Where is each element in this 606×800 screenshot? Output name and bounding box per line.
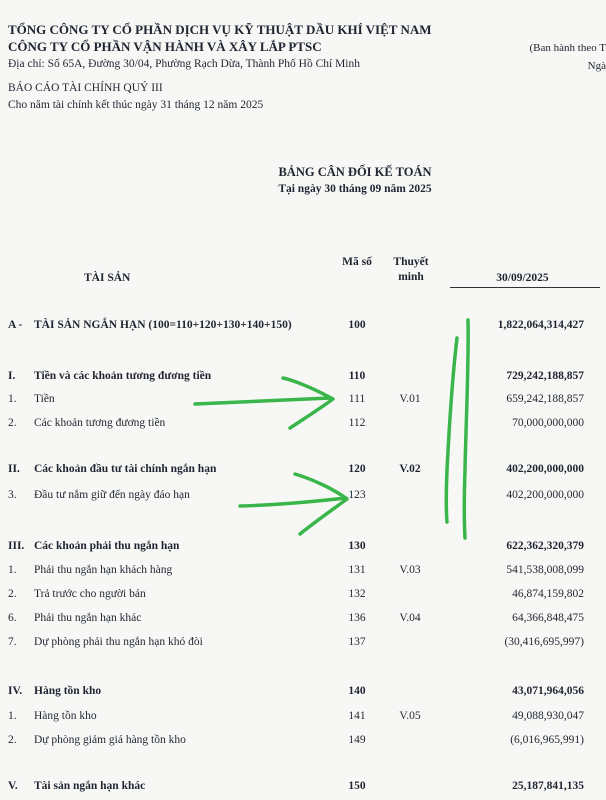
row-code: 136 xyxy=(348,612,366,624)
row-code: 137 xyxy=(348,636,366,648)
row-index: 6. xyxy=(8,612,17,624)
row-amount: 64,366,848,475 xyxy=(512,612,584,624)
row-index: 2. xyxy=(8,734,17,746)
row-index: A - xyxy=(8,319,23,331)
row-amount: 43,071,964,056 xyxy=(512,685,584,697)
row-index: 1. xyxy=(8,564,17,576)
column-header-date: 30/09/2025 xyxy=(496,272,549,284)
row-index: 2. xyxy=(8,417,17,429)
row-code: 149 xyxy=(348,734,366,746)
handwritten-arrow-1 xyxy=(195,378,333,428)
row-label: Phải thu ngắn hạn khác xyxy=(34,612,142,624)
row-index: 1. xyxy=(8,393,17,405)
row-code: 112 xyxy=(348,417,366,429)
row-index: IV. xyxy=(8,685,23,697)
handwritten-arrow-2 xyxy=(240,474,347,534)
row-label: TÀI SẢN NGẮN HẠN (100=110+120+130+140+150) xyxy=(34,319,292,331)
company-address: Địa chỉ: Số 65A, Đường 30/04, Phường Rạch Dừa, Thành Phố Hồ Chí Minh xyxy=(8,58,361,70)
corporation-name: TỔNG CÔNG TY CỔ PHẦN DỊCH VỤ KỸ THUẬT DẦU KHÍ VIỆT NAM xyxy=(8,22,432,37)
row-amount: 402,200,000,000 xyxy=(506,489,584,501)
company-name: CÔNG TY CỔ PHẦN VẬN HÀNH VÀ XÂY LẮP PTSC xyxy=(8,39,322,54)
row-index: 1. xyxy=(8,710,17,722)
column-header-assets: TÀI SẢN xyxy=(84,272,131,284)
row-index: II. xyxy=(8,463,20,475)
row-note: V.02 xyxy=(399,463,421,475)
row-label: Tiền xyxy=(34,393,55,405)
row-label: Tiền và các khoản tương đương tiền xyxy=(34,370,212,382)
row-label: Hàng tồn kho xyxy=(34,685,102,697)
row-code: 132 xyxy=(348,588,366,600)
report-name: BÁO CÁO TÀI CHÍNH QUÝ III xyxy=(8,82,163,94)
row-note: V.04 xyxy=(399,612,421,624)
row-amount: 49,088,930,047 xyxy=(512,710,584,722)
row-amount: 25,187,841,135 xyxy=(512,780,584,792)
fiscal-year: Cho năm tài chính kết thúc ngày 31 tháng 12 năm 2025 xyxy=(8,99,264,111)
row-label: Phải thu ngắn hạn khách hàng xyxy=(34,564,173,576)
row-note: V.01 xyxy=(399,393,421,405)
row-label: Dự phòng phải thu ngắn hạn khó đòi xyxy=(34,636,203,648)
row-amount: 46,874,159,802 xyxy=(512,588,584,600)
row-label: Tài sản ngắn hạn khác xyxy=(34,780,146,792)
row-label: Các khoản đầu tư tài chính ngắn hạn xyxy=(34,463,217,475)
row-label: Các khoản phải thu ngắn hạn xyxy=(34,540,180,552)
document-subtitle: Tại ngày 30 tháng 09 năm 2025 xyxy=(278,183,432,195)
row-code: 141 xyxy=(348,710,366,722)
row-amount: 70,000,000,000 xyxy=(512,417,584,429)
row-index: 2. xyxy=(8,588,17,600)
row-label: Dự phòng giảm giá hàng tồn kho xyxy=(34,734,186,746)
row-note: V.05 xyxy=(399,710,421,722)
row-code: 140 xyxy=(348,685,366,697)
row-code: 111 xyxy=(348,393,366,405)
handwritten-bracket-line-1 xyxy=(464,320,468,538)
row-index: 3. xyxy=(8,489,17,501)
row-label: Trả trước cho người bán xyxy=(34,588,146,600)
row-index: I. xyxy=(8,370,16,382)
row-index: III. xyxy=(8,540,25,552)
row-amount: 659,242,188,857 xyxy=(506,393,584,405)
row-note: V.03 xyxy=(399,564,421,576)
row-code: 123 xyxy=(348,489,366,501)
row-index: V. xyxy=(8,780,18,792)
document-title: BẢNG CÂN ĐỐI KẾ TOÁN xyxy=(278,165,432,179)
row-index: 7. xyxy=(8,636,17,648)
row-code: 130 xyxy=(348,540,366,552)
row-amount: 622,362,320,379 xyxy=(506,540,584,552)
row-code: 120 xyxy=(348,463,366,475)
row-code: 150 xyxy=(348,780,366,792)
row-code: 131 xyxy=(348,564,366,576)
column-header-code: Mã số xyxy=(342,256,372,268)
row-amount: 402,200,000,000 xyxy=(506,463,584,475)
form-date: Ngà xyxy=(587,60,606,72)
row-amount: (6,016,965,991) xyxy=(510,734,584,746)
row-label: Đầu tư nắm giữ đến ngày đáo hạn xyxy=(34,489,190,501)
row-label: Các khoản tương đương tiền xyxy=(34,417,166,429)
row-label: Hàng tồn kho xyxy=(34,710,97,722)
row-code: 110 xyxy=(348,370,366,382)
row-amount: (30,416,695,997) xyxy=(504,636,584,648)
row-amount: 729,242,188,857 xyxy=(506,370,584,382)
row-amount: 1,822,064,314,427 xyxy=(497,319,584,331)
row-code: 100 xyxy=(348,319,366,331)
form-reference: (Ban hành theo T xyxy=(529,42,606,54)
handwritten-bracket-line-2 xyxy=(446,338,457,522)
column-header-note: Thuyết minh xyxy=(393,256,429,283)
row-amount: 541,538,008,099 xyxy=(506,564,584,576)
